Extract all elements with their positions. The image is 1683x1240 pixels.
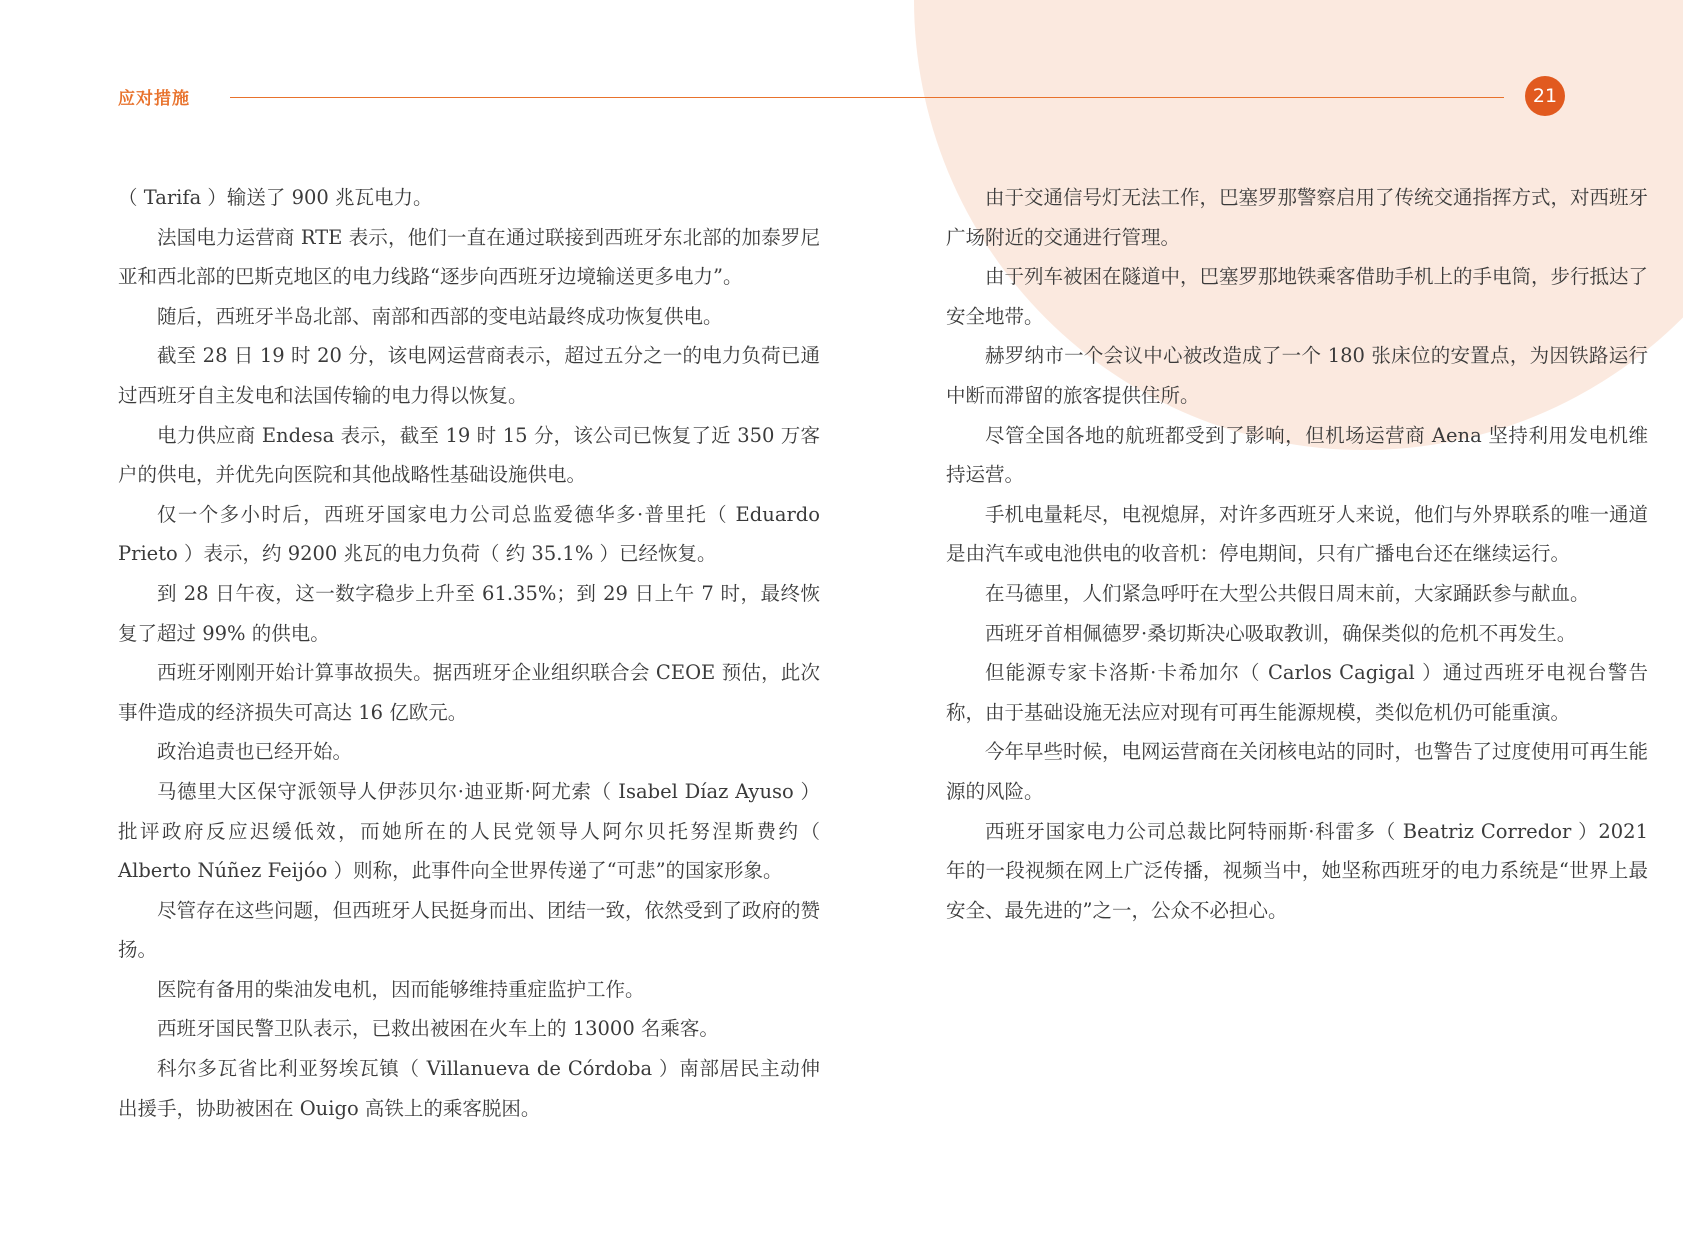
paragraph: 西班牙国家电力公司总裁比阿特丽斯·科雷多（ Beatriz Corredor ）2021 年的一段视频在网上广泛传播，视频当中，她坚称西班牙的电力系统是“世界上最安全、最先进的”之一，公众不必担心。 <box>946 819 1648 922</box>
section-title: 应对措施 <box>118 89 190 109</box>
paragraph: 赫罗纳市一个会议中心被改造成了一个 180 张床位的安置点，为因铁路运行中断而滞留的旅客提供住所。 <box>946 344 1648 407</box>
page-header <box>0 0 1683 140</box>
paragraph: 由于列车被困在隧道中，巴塞罗那地铁乘客借助手机上的手电筒，步行抵达了安全地带。 <box>946 265 1649 328</box>
paragraph: 西班牙刚刚开始计算事故损失。据西班牙企业组织联合会 CEOE 预估，此次事件造成的经济损失可高达 16 亿欧元。 <box>118 661 820 724</box>
paragraph: 由于交通信号灯无法工作，巴塞罗那警察启用了传统交通指挥方式，对西班牙广场附近的交通进行管理。 <box>946 186 1649 249</box>
paragraph: 今年早些时候，电网运营商在关闭核电站的同时，也警告了过度使用可再生能源的风险。 <box>946 740 1649 803</box>
paragraph: 医院有备用的柴油发电机，因而能够维持重症监护工作。 <box>157 977 645 1001</box>
header-divider <box>230 97 1504 98</box>
paragraph: 尽管存在这些问题，但西班牙人民挺身而出、团结一致，依然受到了政府的赞扬。 <box>118 898 821 962</box>
paragraph: 到 28 日午夜，这一数字稳步上升至 61.35%；到 29 日上午 7 时，最终恢复了超过 99% 的供电。 <box>118 581 820 645</box>
paragraph: 在马德里，人们紧急呼吁在大型公共假日周末前，大家踊跃参与献血。 <box>985 581 1590 605</box>
page-number-badge: 21 <box>1525 76 1565 116</box>
paragraph: 仅一个多小时后，西班牙国家电力公司总监爱德华多·普里托（ Eduardo Prieto ）表示，约 9200 兆瓦的电力负荷（ 约 35.1% ）已经恢复。 <box>118 502 820 566</box>
paragraph: 但能源专家卡洛斯·卡希加尔（ Carlos Cagigal ）通过西班牙电视台警告称，由于基础设施无法应对现有可再生能源规模，类似危机仍可能重演。 <box>946 661 1648 724</box>
paragraph: 法国电力运营商 RTE 表示，他们一直在通过联接到西班牙东北部的加泰罗尼亚和西北部的巴斯克地区的电力线路“逐步向西班牙边境输送更多电力”。 <box>118 225 820 289</box>
paragraph: 马德里大区保守派领导人伊莎贝尔·迪亚斯·阿尤索（ Isabel Díaz Ayuso ）批评政府反应迟缓低效，而她所在的人民党领导人阿尔贝托努涅斯费约（ Alberto Núñez Feijóo ）则称，此事件向全世界传递了“可悲”的国家形象。 <box>118 779 820 883</box>
paragraph: 尽管全国各地的航班都受到了影响，但机场运营商 Aena 坚持利用发电机维持运营。 <box>946 423 1648 487</box>
paragraph: 政治追责也已经开始。 <box>157 740 353 764</box>
right-column <box>946 178 1648 930</box>
paragraph: 电力供应商 Endesa 表示，截至 19 时 15 分，该公司已恢复了近 350 万客户的供电，并优先向医院和其他战略性基础设施供电。 <box>118 423 820 487</box>
paragraph: （ Tarifa ）输送了 900 兆瓦电力。 <box>118 186 433 209</box>
paragraph: 截至 28 日 19 时 20 分，该电网运营商表示，超过五分之一的电力负荷已通过西班牙自主发电和法国传输的电力得以恢复。 <box>118 344 820 407</box>
paragraph: 手机电量耗尽，电视熄屏，对许多西班牙人来说，他们与外界联系的唯一通道是由汽车或电池供电的收音机：停电期间，只有广播电台还在继续运行。 <box>946 502 1649 566</box>
paragraph: 西班牙国民警卫队表示，已救出被困在火车上的 13000 名乘客。 <box>157 1017 719 1041</box>
left-column <box>118 178 820 1128</box>
paragraph: 西班牙首相佩德罗·桑切斯决心吸取教训，确保类似的危机不再发生。 <box>985 621 1577 645</box>
paragraph: 科尔多瓦省比利亚努埃瓦镇（ Villanueva de Córdoba ）南部居民主动伸出援手，协助被困在 Ouigo 高铁上的乘客脱困。 <box>118 1057 820 1120</box>
paragraph: 随后，西班牙半岛北部、南部和西部的变电站最终成功恢复供电。 <box>157 304 723 328</box>
